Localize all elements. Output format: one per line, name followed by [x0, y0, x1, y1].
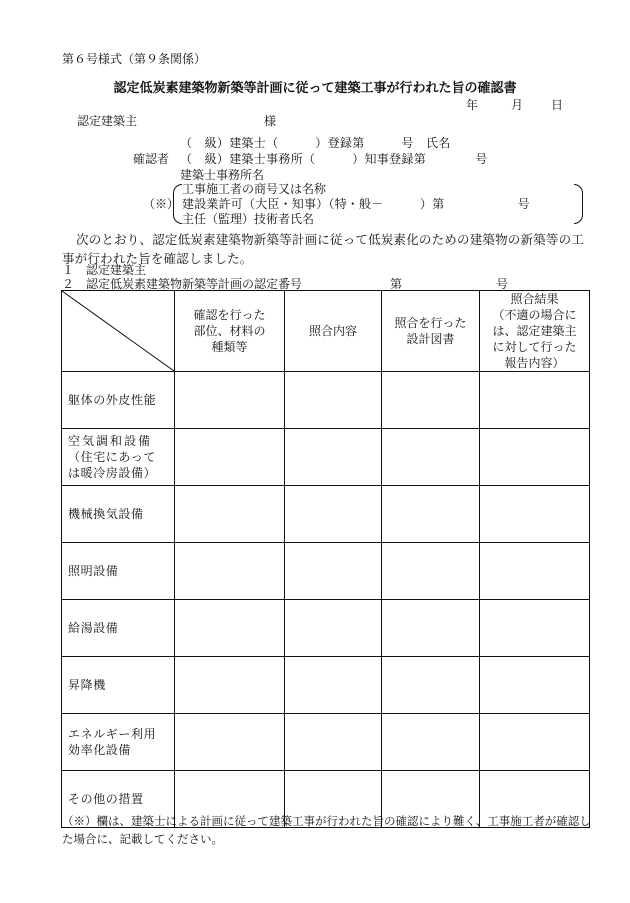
- footnote: （※）欄は、建築士による計画に従って建築工事が行われた旨の確認により難く、工事施工者が確認した場合に、記載してください。: [62, 814, 591, 846]
- row-label-hot-water: 給湯設備: [62, 600, 175, 657]
- item2-number-prefix: 第: [390, 277, 403, 291]
- table-cell[interactable]: [285, 600, 382, 657]
- date-year: 年: [466, 98, 479, 112]
- confirmer-office-line: （ 級）建築士事務所（ ）知事登録第 号: [180, 152, 488, 166]
- table-row: [62, 543, 590, 600]
- table-row: [62, 714, 590, 771]
- table-cell[interactable]: [285, 372, 382, 429]
- table-cell[interactable]: [382, 657, 480, 714]
- table-row: [62, 486, 590, 543]
- confirmer-office-name: 建築士事務所名: [180, 168, 265, 182]
- table-cell[interactable]: [175, 657, 285, 714]
- item2-number-suffix: 号: [496, 277, 509, 291]
- table-cell[interactable]: [285, 714, 382, 771]
- statement-text: 次のとおり、認定低炭素建築物新築等計画に従って低炭素化のための建築物の新築等の工事が行われた旨を確認しました。: [62, 232, 585, 266]
- table-cell[interactable]: [175, 429, 285, 486]
- item1-label: １ 認定建築主: [62, 263, 147, 277]
- item2-label: ２ 認定低炭素建築物新築等計画の認定番号: [62, 277, 303, 291]
- table-cell[interactable]: [480, 543, 590, 600]
- header-checked-part: 確認を行った 部位、材料の 種類等: [175, 291, 285, 372]
- confirmer-label: 確認者: [133, 152, 170, 166]
- table-cell[interactable]: [285, 543, 382, 600]
- date-month: 月: [511, 98, 524, 112]
- header-check-result: 照合結果 （不適の場合に は、認定建築主 に対して行った 報告内容）: [480, 291, 590, 372]
- table-cell[interactable]: [382, 486, 480, 543]
- table-cell[interactable]: [175, 372, 285, 429]
- table-cell[interactable]: [285, 657, 382, 714]
- diagonal-line: [62, 291, 174, 371]
- table-cell[interactable]: [480, 714, 590, 771]
- form-number: 第６号様式（第９条関係）: [62, 52, 207, 66]
- contractor-name-line: 工事施工者の商号又は名称: [182, 182, 327, 196]
- confirmer-architect-line: （ 級）建築士（ ）登録第 号 氏名: [180, 136, 451, 150]
- contractor-engineer-line: 主任（監理）技術者氏名: [182, 212, 315, 226]
- table-cell[interactable]: [382, 429, 480, 486]
- row-label-envelope: 躯体の外皮性能: [62, 372, 175, 429]
- table-cell[interactable]: [175, 486, 285, 543]
- table-cell[interactable]: [382, 600, 480, 657]
- table-header-row: [62, 291, 590, 372]
- table-row: [62, 372, 590, 429]
- table-cell[interactable]: [480, 372, 590, 429]
- table-row: [62, 429, 590, 486]
- table-cell[interactable]: [285, 486, 382, 543]
- row-label-energy-efficiency: エネルギー利用 効率化設備: [62, 714, 175, 771]
- table-cell[interactable]: [480, 600, 590, 657]
- table-cell[interactable]: [175, 543, 285, 600]
- diagonal-header-cell: [62, 291, 175, 372]
- left-brace: [173, 184, 182, 224]
- table-cell[interactable]: [480, 657, 590, 714]
- row-label-lighting: 照明設備: [62, 543, 175, 600]
- recipient-honorific: 様: [264, 114, 277, 128]
- recipient-label: 認定建築主: [77, 114, 138, 128]
- table-cell[interactable]: [382, 372, 480, 429]
- row-label-other-measures: その他の措置: [62, 771, 175, 828]
- table-cell[interactable]: [175, 714, 285, 771]
- contractor-mark: （※）: [143, 197, 180, 211]
- row-label-ventilation: 機械換気設備: [62, 486, 175, 543]
- confirmation-table: [61, 290, 590, 828]
- table-cell[interactable]: [480, 429, 590, 486]
- date-day: 日: [551, 98, 564, 112]
- table-cell[interactable]: [175, 600, 285, 657]
- header-check-content: 照合内容: [285, 291, 382, 372]
- table-cell[interactable]: [285, 429, 382, 486]
- table-cell[interactable]: [480, 486, 590, 543]
- right-brace: [574, 184, 583, 224]
- header-design-drawings: 照合を行った 設計図書: [382, 291, 480, 372]
- table-cell[interactable]: [382, 543, 480, 600]
- document-title: 認定低炭素建築物新築等計画に従って建築工事が行われた旨の確認書: [113, 81, 517, 96]
- table-row: [62, 600, 590, 657]
- row-label-elevator: 昇降機: [62, 657, 175, 714]
- table-row: [62, 657, 590, 714]
- table-cell[interactable]: [382, 714, 480, 771]
- contractor-license-line: 建設業許可（大臣・知事）（特・般－ ）第 号: [182, 197, 530, 211]
- row-label-air-conditioning: 空気調和設備 （住宅にあって は暖冷房設備）: [62, 429, 175, 486]
